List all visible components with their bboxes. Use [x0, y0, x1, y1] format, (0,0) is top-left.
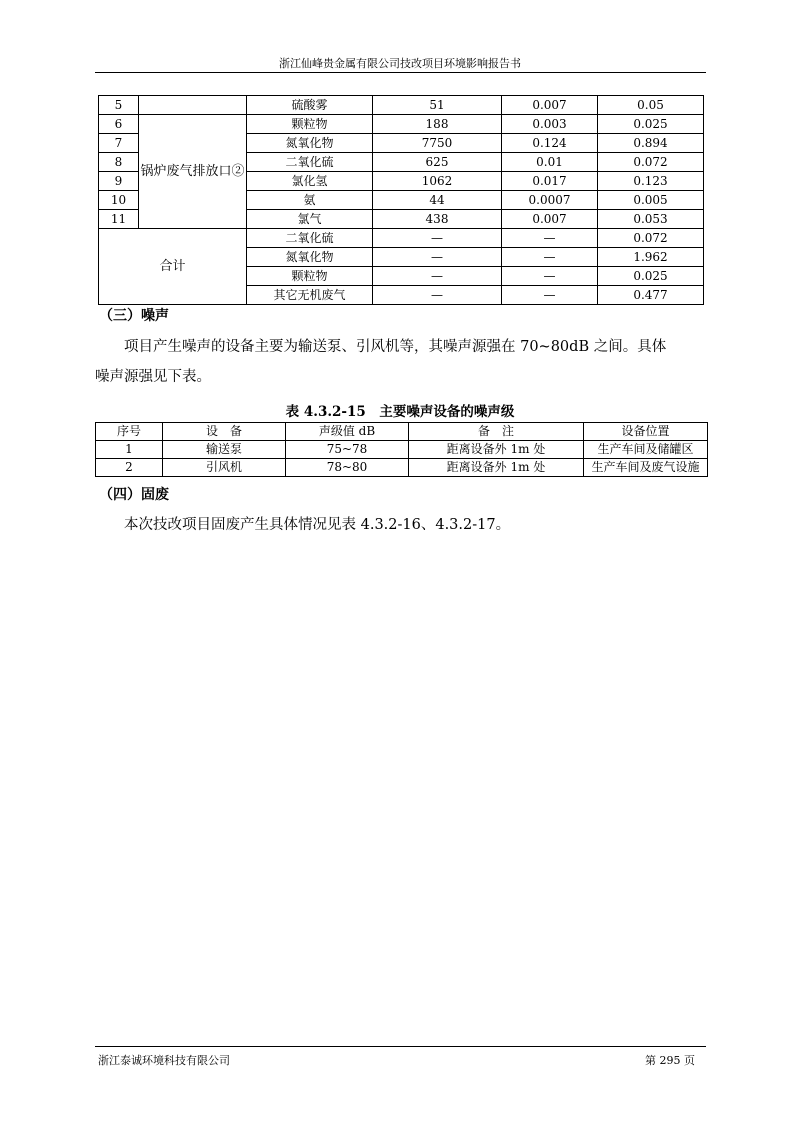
rate-cell: 0.017 [502, 172, 598, 191]
table-cell: 78~80 [286, 459, 409, 477]
paragraph-line: 项目产生噪声的设备主要为输送泵、引风机等，其噪声源强在 70~80dB 之间。具体 [124, 339, 667, 355]
amount-cell: 0.477 [598, 286, 704, 305]
table-header-row [96, 423, 708, 441]
amount-cell: 0.053 [598, 210, 704, 229]
rate-cell: 0.007 [502, 210, 598, 229]
paragraph-line: 本次技改项目固废产生具体情况见表 4.3.2-16、4.3.2-17。 [124, 517, 511, 533]
table-row [96, 441, 708, 459]
amount-cell: 0.025 [598, 115, 704, 134]
paragraph-line: 噪声源强见下表。 [95, 369, 211, 385]
concentration-cell: 438 [373, 210, 502, 229]
pollutant-cell: 颗粒物 [247, 267, 373, 286]
table-cell: 75~78 [286, 441, 409, 459]
amount-cell: 0.005 [598, 191, 704, 210]
table-cell: 2 [96, 459, 163, 477]
column-header: 声级值 dB [286, 423, 409, 441]
table-cell: 生产车间及储罐区 [584, 441, 708, 459]
rate-cell: 0.0007 [502, 191, 598, 210]
amount-cell: 0.072 [598, 229, 704, 248]
concentration-cell: 7750 [373, 134, 502, 153]
pollutant-cell: 颗粒物 [247, 115, 373, 134]
pollutant-cell: 二氧化硫 [247, 153, 373, 172]
section-heading-solid-waste: （四）固废 [99, 487, 169, 503]
row-number: 7 [99, 134, 139, 153]
emission-table [98, 95, 704, 305]
table-cell: 引风机 [163, 459, 286, 477]
row-number: 6 [99, 115, 139, 134]
table-cell: 距离设备外 1m 处 [409, 459, 584, 477]
row-number: 10 [99, 191, 139, 210]
amount-cell: 0.123 [598, 172, 704, 191]
footer-divider [95, 1046, 706, 1047]
table-row [99, 96, 704, 115]
rate-cell: — [502, 229, 598, 248]
concentration-cell: 1062 [373, 172, 502, 191]
rate-cell: — [502, 286, 598, 305]
solid-waste-paragraph [95, 510, 707, 540]
column-header: 备 注 [409, 423, 584, 441]
rate-cell: 0.01 [502, 153, 598, 172]
rate-cell: 0.007 [502, 96, 598, 115]
column-header: 设备位置 [584, 423, 708, 441]
table-row [99, 115, 704, 134]
pollutant-cell: 其它无机废气 [247, 286, 373, 305]
column-header: 设 备 [163, 423, 286, 441]
outlet-label: 锅炉废气排放口② [139, 115, 247, 229]
table-cell: 距离设备外 1m 处 [409, 441, 584, 459]
pollutant-cell: 氮氧化物 [247, 134, 373, 153]
noise-paragraph [95, 332, 707, 392]
pollutant-cell: 氨 [247, 191, 373, 210]
concentration-cell: 188 [373, 115, 502, 134]
row-number: 11 [99, 210, 139, 229]
rate-cell: — [502, 248, 598, 267]
table-row [99, 229, 704, 248]
table-caption: 表 4.3.2-15 主要噪声设备的噪声级 [285, 404, 515, 420]
amount-cell: 0.025 [598, 267, 704, 286]
pollutant-cell: 氮氧化物 [247, 248, 373, 267]
concentration-cell: 51 [373, 96, 502, 115]
outlet-cell [139, 96, 247, 115]
row-number: 8 [99, 153, 139, 172]
rate-cell: — [502, 267, 598, 286]
amount-cell: 1.962 [598, 248, 704, 267]
amount-cell: 0.072 [598, 153, 704, 172]
page-number: 第 295 页 [645, 1054, 695, 1067]
table-cell: 生产车间及废气设施 [584, 459, 708, 477]
pollutant-cell: 二氧化硫 [247, 229, 373, 248]
amount-cell: 0.894 [598, 134, 704, 153]
section-heading-noise: （三）噪声 [99, 308, 169, 324]
total-label: 合计 [99, 229, 247, 305]
concentration-cell: 625 [373, 153, 502, 172]
pollutant-cell: 氯化氢 [247, 172, 373, 191]
rate-cell: 0.124 [502, 134, 598, 153]
footer-company: 浙江泰诚环境科技有限公司 [98, 1054, 230, 1067]
noise-table [95, 422, 708, 477]
pollutant-cell: 硫酸雾 [247, 96, 373, 115]
concentration-cell: — [373, 286, 502, 305]
column-header: 序号 [96, 423, 163, 441]
table-row [96, 459, 708, 477]
header-divider [95, 72, 706, 73]
concentration-cell: — [373, 267, 502, 286]
header-title: 浙江仙峰贵金属有限公司技改项目环境影响报告书 [279, 57, 521, 70]
concentration-cell: — [373, 248, 502, 267]
table-cell: 1 [96, 441, 163, 459]
rate-cell: 0.003 [502, 115, 598, 134]
pollutant-cell: 氯气 [247, 210, 373, 229]
amount-cell: 0.05 [598, 96, 704, 115]
table-cell: 输送泵 [163, 441, 286, 459]
row-number: 5 [99, 96, 139, 115]
row-number: 9 [99, 172, 139, 191]
concentration-cell: — [373, 229, 502, 248]
concentration-cell: 44 [373, 191, 502, 210]
